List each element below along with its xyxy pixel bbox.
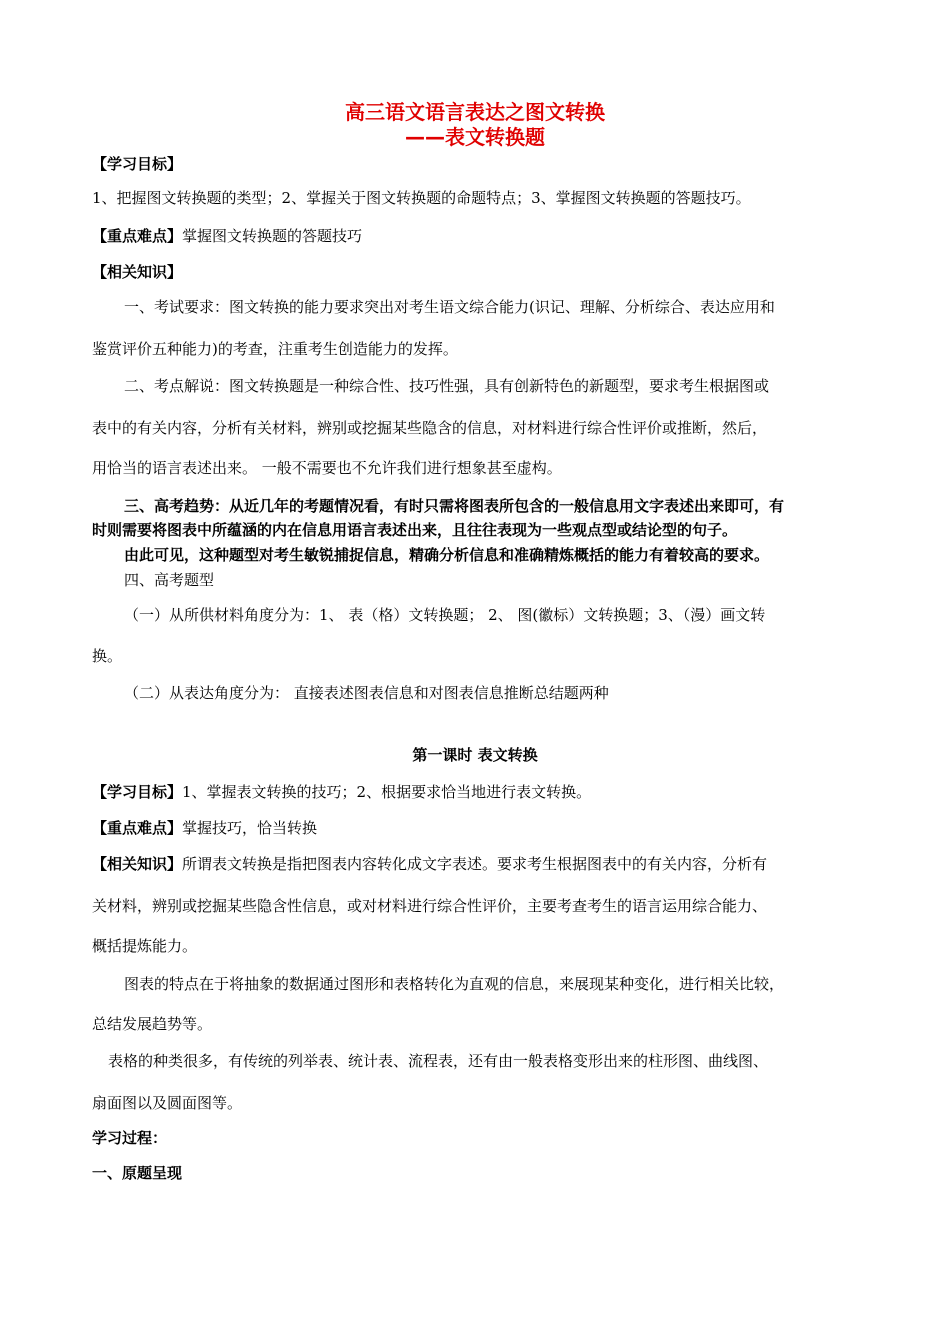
- paragraph-table-kinds-cont: 扇面图以及圆面图等。: [92, 1094, 243, 1112]
- key-text: 掌握图文转换题的答题技巧: [182, 227, 363, 245]
- key-label: 【重点难点】: [92, 227, 183, 245]
- lesson-title: 第一课时 表文转换: [412, 746, 538, 764]
- goal-label: 【学习目标】: [92, 155, 183, 173]
- document-title: 高三语文语言表达之图文转换: [345, 100, 605, 124]
- paragraph-trend-summary: 由此可见，这种题型对考生敏锐捕捉信息，精确分析信息和准确精炼概括的能力有着较高的要求。: [124, 546, 770, 564]
- lesson-goal-label: 【学习目标】: [92, 783, 183, 801]
- goal-text: 1、把握图文转换题的类型；2、掌握关于图文转换题的命题特点；3、掌握图文转换题的答题技巧。: [92, 189, 751, 207]
- lesson-knowledge-cont1: 关材料，辨别或挖掘某些隐含性信息，或对材料进行综合性评价，主要考查考生的语言运用综合能力、: [92, 897, 768, 915]
- document-subtitle: ——表文转换题: [405, 125, 545, 149]
- paragraph-chart-features-cont: 总结发展趋势等。: [92, 1015, 213, 1033]
- lesson-knowledge-cont2: 概括提炼能力。: [92, 937, 198, 955]
- paragraph-table-kinds: 表格的种类很多，有传统的列举表、统计表、流程表，还有由一般表格变形出来的柱形图、曲线图、: [108, 1052, 769, 1070]
- key-difficulty-line: [92, 226, 872, 246]
- lesson-key-line: [92, 818, 872, 838]
- paragraph-exam-requirement: 一、考试要求：图文转换的能力要求突出对考生语文综合能力(识记、理解、分析综合、表达应用和: [124, 298, 775, 316]
- lesson-knowledge-text: 所谓表文转换是指把图表内容转化成文字表述。要求考生根据图表中的有关内容，分析有: [182, 855, 768, 873]
- paragraph-explanation-cont1: 表中的有关内容，分析有关材料，辨别或挖掘某些隐含的信息，对材料进行综合性评价或推断，然后，: [92, 419, 768, 437]
- lesson-knowledge-line: [92, 854, 872, 874]
- paragraph-material-types-cont: 换。: [92, 647, 123, 665]
- process-label: 学习过程：: [92, 1129, 168, 1147]
- paragraph-material-types: （一）从所供材料角度分为：1、 表（格）文转换题； 2、 图(徽标）文转换题；3、（漫）画文转: [124, 606, 766, 624]
- lesson-key-text: 掌握技巧，恰当转换: [182, 819, 318, 837]
- paragraph-chart-features: 图表的特点在于将抽象的数据通过图形和表格转化为直观的信息，来展现某种变化，进行相关比较，: [124, 975, 785, 993]
- paragraph-trend: 三、高考趋势：从近几年的考题情况看，有时只需将图表所包含的一般信息用文字表述出来即可，有: [124, 497, 785, 515]
- knowledge-label: 【相关知识】: [92, 263, 183, 281]
- lesson-goal-text: 1、掌握表文转换的技巧；2、根据要求恰当地进行表文转换。: [182, 783, 592, 801]
- paragraph-explanation-cont2: 用恰当的语言表述出来。 一般不需要也不允许我们进行想象甚至虚构。: [92, 459, 562, 477]
- paragraph-explanation: 二、考点解说：图文转换题是一种综合性、技巧性强，具有创新特色的新题型，要求考生根据图或: [124, 377, 770, 395]
- lesson-knowledge-label: 【相关知识】: [92, 855, 183, 873]
- paragraph-question-types: 四、高考题型: [124, 571, 215, 589]
- paragraph-trend-cont: 时则需要将图表中所蕴涵的内在信息用语言表述出来，且往往表现为一些观点型或结论型的句子。: [92, 521, 738, 539]
- paragraph-expression-types: （二）从表达角度分为： 直接表述图表信息和对图表信息推断总结题两种: [124, 684, 609, 702]
- section-original-question: 一、原题呈现: [92, 1164, 183, 1182]
- lesson-key-label: 【重点难点】: [92, 819, 183, 837]
- paragraph-exam-requirement-cont: 鉴赏评价五种能力)的考查，注重考生创造能力的发挥。: [92, 340, 458, 358]
- lesson-goal-line: [92, 782, 872, 802]
